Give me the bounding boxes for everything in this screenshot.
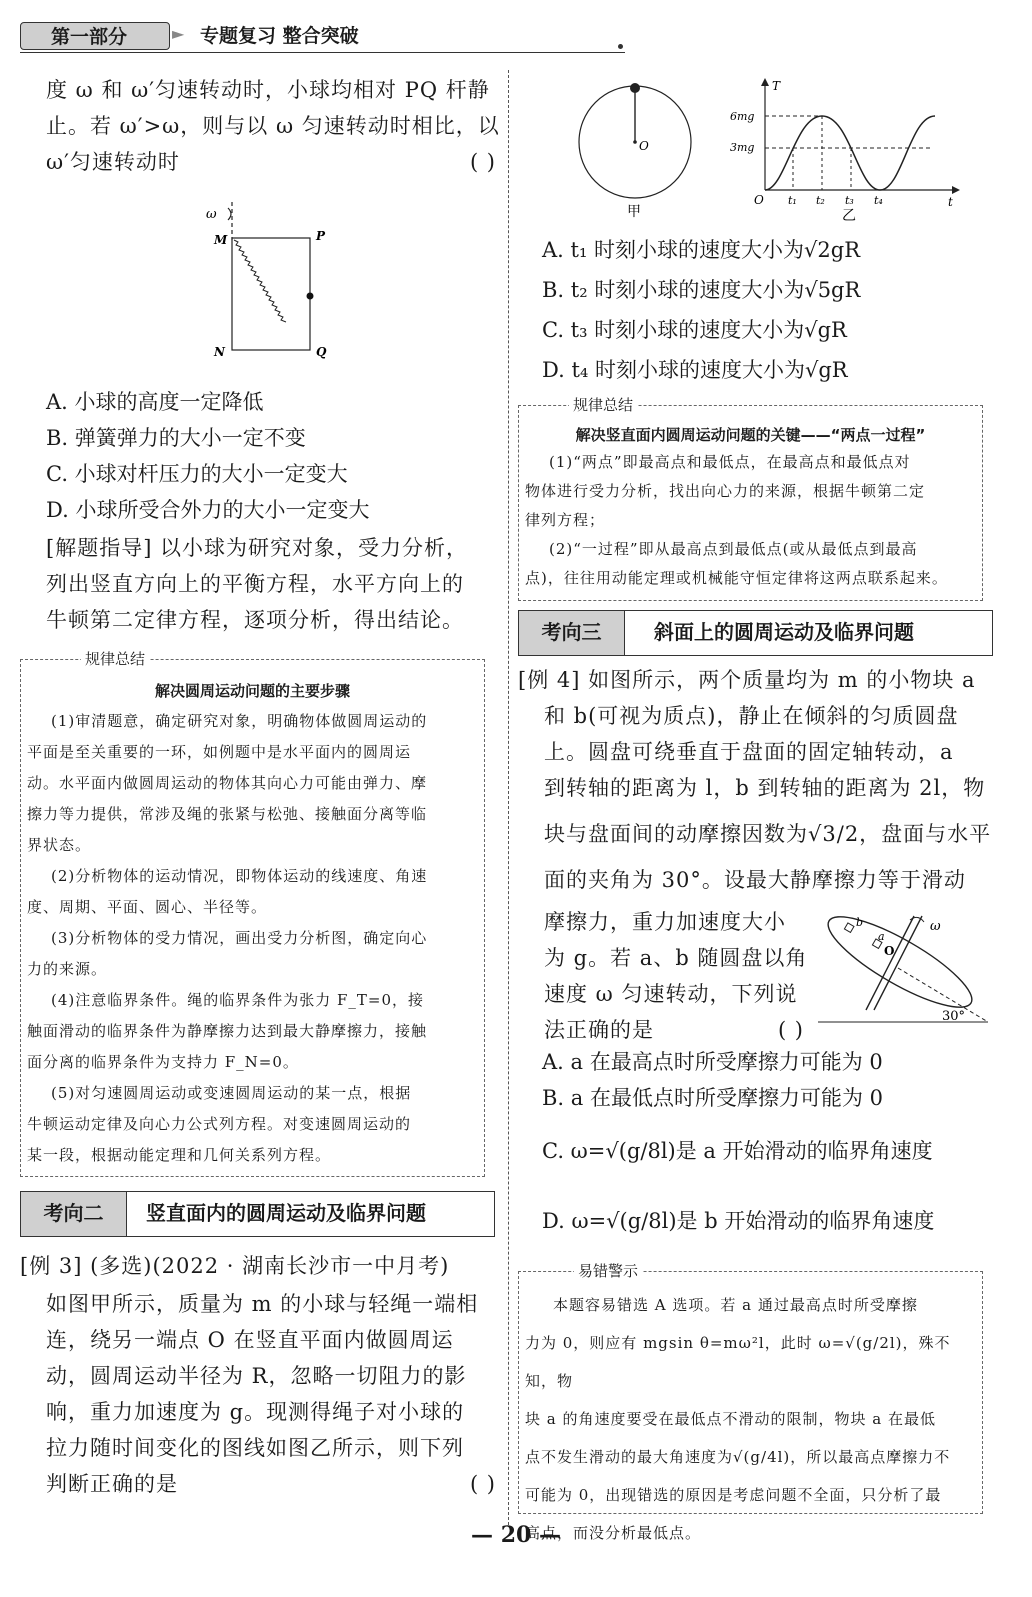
ex3-line: 拉力随时间变化的图线如图乙所示，则下列 [46,1436,464,1460]
column-divider [508,70,509,1525]
ex3-line: 连，绕另一端点 O 在竖直平面内做圆周运 [46,1328,454,1352]
tension-curve [765,116,935,190]
option-a: A. 小球的高度一定降低 [46,390,264,414]
warning-box [518,1262,983,1542]
option-d: D. 小球所受合外力的大小一定变大 [46,498,370,522]
summary-line: 界状态。 [27,836,92,854]
header-dot-icon [618,44,623,49]
summary-line: 面分离的临界条件为支持力 F_N=0。 [27,1053,299,1071]
x-arrow-icon [952,186,960,194]
summary-line: 某一段，根据动能定理和几何关系列方程。 [27,1146,332,1164]
summary-line: 触面滑动的临界条件为静摩擦力达到最大静摩擦力，接触 [27,1022,428,1040]
part-label: 第一部分 [20,22,170,50]
summary2-line: 物体进行受力分析，找出向心力的来源，根据牛顿第二定 [525,482,926,500]
ex4-line: 面的夹角为 30°。设最大静摩擦力等于滑动 [544,868,966,892]
axle-line [866,916,914,1010]
ball [630,83,640,93]
ex3-line: 如图甲所示，质量为 m 的小球与轻绳一端相 [46,1292,479,1316]
summary-tag: 规律总结 [81,648,149,670]
summary-head: 解决圆周运动问题的主要步骤 [154,682,350,700]
x-axis-label: t [948,195,953,209]
page-header [20,22,625,52]
ex4-option-a: A. a 在最高点时所受摩擦力可能为 0 [542,1050,883,1074]
arrow-icon: ► [172,24,185,43]
ex4-line: 上。圆盘可绕垂直于盘面的固定轴转动，a [544,740,954,764]
ex4-wrap-line: 为 g。若 a、b 随圆盘以角 [544,946,808,970]
intro-line: ω′匀速转动时 [46,150,180,174]
example3-head: [例 3] (多选)(2022 · 湖南长沙市一中月考) [20,1254,450,1278]
summary2-head: 解决竖直面内圆周运动问题的关键——“两点一过程” [575,426,926,444]
example4-wrap [544,904,814,1048]
header-subtitle: 专题复习 整合突破 [200,25,359,47]
warning-line: 块 a 的角速度要受在最低点不滑动的限制，物块 a 在最低 [525,1410,936,1428]
intro-line: 度 ω 和 ω′匀速转动时，小球均相对 PQ 杆静 [46,78,490,102]
guide-line: 牛顿第二定律方程，逐项分析，得出结论。 [46,608,464,632]
ex3-options [542,230,1002,390]
q-options [46,384,501,528]
ex3-line: 响，重力加速度为 g。现测得绳子对小球的 [46,1400,465,1424]
x-tick-t3: t₃ [845,194,854,207]
label-M: M [214,233,228,247]
summary-line: 平面是至关重要的一环，如例题中是水平面内的圆周运 [27,743,412,761]
x-tick-t4: t₄ [874,194,883,207]
warning-tag: 易错警示 [574,1260,642,1282]
omega-label: ω [930,919,941,934]
ex3-option-c: C. t₃ 时刻小球的速度大小为√gR [542,318,847,342]
ex4-wrap-line: 速度 ω 匀速转动，下列说 [544,982,798,1006]
ex4-wrap-line: 摩擦力，重力加速度大小 [544,910,786,934]
inclined-disk-figure [818,910,993,1030]
summary-line: 力的来源。 [27,960,108,978]
summary-line: (5)对匀速圆周运动或变速圆周运动的某一点，根据 [51,1084,412,1102]
x-tick-t2: t₂ [816,194,825,207]
warning-line: 点不发生滑动的最大角速度为√(g/4l)，所以最高点摩擦力不 [525,1448,951,1466]
page-number: — 20 — [471,1522,561,1548]
label-O: O [884,944,895,958]
ex4-options [542,1044,1002,1256]
header-rule [20,52,625,53]
summary-box-1 [20,650,485,1177]
spring-coils [234,240,286,322]
label-b: b [856,916,864,929]
summary-line: (2)分析物体的运动情况，即物体运动的线速度、角速 [51,867,428,885]
summary-line: 擦力等力提供，常涉及绳的张紧与松弛、接触面分离等临 [27,805,428,823]
ex4-line: [例 4] 如图所示，两个质量均为 m 的小物块 a [518,668,976,692]
warning-line: 本题容易错选 A 选项。若 a 通过最高点时所受摩擦 [553,1296,918,1314]
summary-body [21,704,484,1171]
frame-rect [232,238,310,350]
warning-line: 力为 0，则应有 mgsin θ=mω²l，此时 ω=√(g/2l)，殊不知，物 [525,1334,951,1390]
rod-spring-figure [200,200,340,370]
answer-paren: ( ) [777,1018,804,1042]
section3-label: 考向三 [519,611,625,655]
summary-box-2 [518,396,983,601]
section3-title: 斜面上的圆周运动及临界问题 [654,620,914,644]
guide-line: [解题指导] 以小球为研究对象，受力分析， [46,536,469,560]
ex4-option-d: D. ω=√(g/8l)是 b 开始滑动的临界角速度 [542,1209,935,1233]
summary2-line: 律列方程； [525,511,606,529]
summary2-line: (1)“两点”即最高点和最低点，在最高点和最低点对 [549,453,911,471]
ex3-option-a: A. t₁ 时刻小球的速度大小为√2gR [542,238,861,262]
label-N: N [214,345,225,359]
summary2-tag: 规律总结 [569,394,637,416]
label-Q: Q [316,345,327,359]
angle-label: 30° [942,1009,966,1024]
disk-ellipse [818,910,982,1022]
ex3-option-d: D. t₄ 时刻小球的速度大小为√gR [542,358,848,382]
tension-graph [730,78,960,223]
center-point [633,140,637,144]
guide-line: 列出竖直方向上的平衡方程，水平方向上的 [46,572,464,596]
option-b: B. 弹簧弹力的大小一定不变 [46,426,306,450]
example4-body [518,662,998,898]
ex4-line: 和 b(可视为质点)，静止在倾斜的匀质圆盘 [544,704,959,728]
example3-body [46,1286,501,1502]
y-tick-6mg: 6mg [730,110,755,123]
summary-line: (3)分析物体的受力情况，画出受力分析图，确定向心 [51,929,428,947]
ex4-line: 到转轴的距离为 l，b 到转轴的距离为 2l，物 [544,776,986,800]
y-arrow-icon [761,78,769,86]
circle-figure-jia [572,78,697,223]
ball [307,293,314,300]
origin-label: O [754,193,764,207]
ex4-option-b: B. a 在最低点时所受摩擦力可能为 0 [542,1086,884,1110]
section2-label: 考向二 [21,1192,127,1236]
section2-title: 竖直面内的圆周运动及临界问题 [146,1201,426,1225]
section3-bar [518,610,993,656]
warning-line: 高点，而没分析最低点。 [525,1524,702,1542]
ex4-line: 块与盘面间的动摩擦因数为√3/2，盘面与水平 [544,822,992,846]
summary-line: (1)审清题意，确定研究对象，明确物体做圆周运动的 [51,712,428,730]
ex4-wrap-line: 法正确的是 [544,1018,654,1042]
ex3-line: 判断正确的是 [46,1472,178,1496]
answer-paren: ( ) [469,150,496,174]
warning-line: 可能为 0，出现错选的原因是考虑问题不全面，只分析了最 [525,1486,942,1504]
ex3-option-b: B. t₂ 时刻小球的速度大小为√5gR [542,278,861,302]
solving-guide [46,530,506,638]
summary-line: 动。水平面内做圆周运动的物体其向心力可能由弹力、摩 [27,774,428,792]
question-intro [46,72,501,180]
ex4-option-c: C. ω=√(g/8l)是 a 开始滑动的临界角速度 [542,1139,933,1163]
label-O: O [639,139,649,153]
rotation-arrow-icon [228,208,231,220]
y-axis-label: T [772,79,781,93]
summary-line: 度、周期、平面、圆心、半径等。 [27,898,268,916]
caption-yi: 乙 [842,208,856,223]
caption-jia: 甲 [627,204,641,220]
x-tick-t1: t₁ [788,194,797,207]
y-tick-3mg: 3mg [730,141,755,154]
block-b [844,923,854,933]
option-c: C. 小球对杆压力的大小一定变大 [46,462,348,486]
label-a: a [878,930,885,943]
section2-bar [20,1191,495,1237]
summary-line: (4)注意临界条件。绳的临界条件为张力 F_T=0，接 [51,991,425,1009]
warning-body [519,1272,982,1552]
ex3-line: 动，圆周运动半径为 R，忽略一切阻力的影 [46,1364,467,1388]
omega-label: ω [206,207,217,222]
summary2-body [519,448,982,593]
summary-line: 牛顿运动定律及向心力公式列方程。对变速圆周运动的 [27,1115,412,1133]
summary2-line: 点)，往往用动能定理或机械能守恒定律将这两点联系起来。 [525,569,948,587]
label-P: P [316,229,326,243]
summary2-line: (2)“一过程”即从最高点到最低点(或从最低点到最高 [549,540,918,558]
answer-paren: ( ) [469,1472,496,1496]
intro-line: 止。若 ω′>ω，则与以 ω 匀速转动时相比，以 [46,114,500,138]
